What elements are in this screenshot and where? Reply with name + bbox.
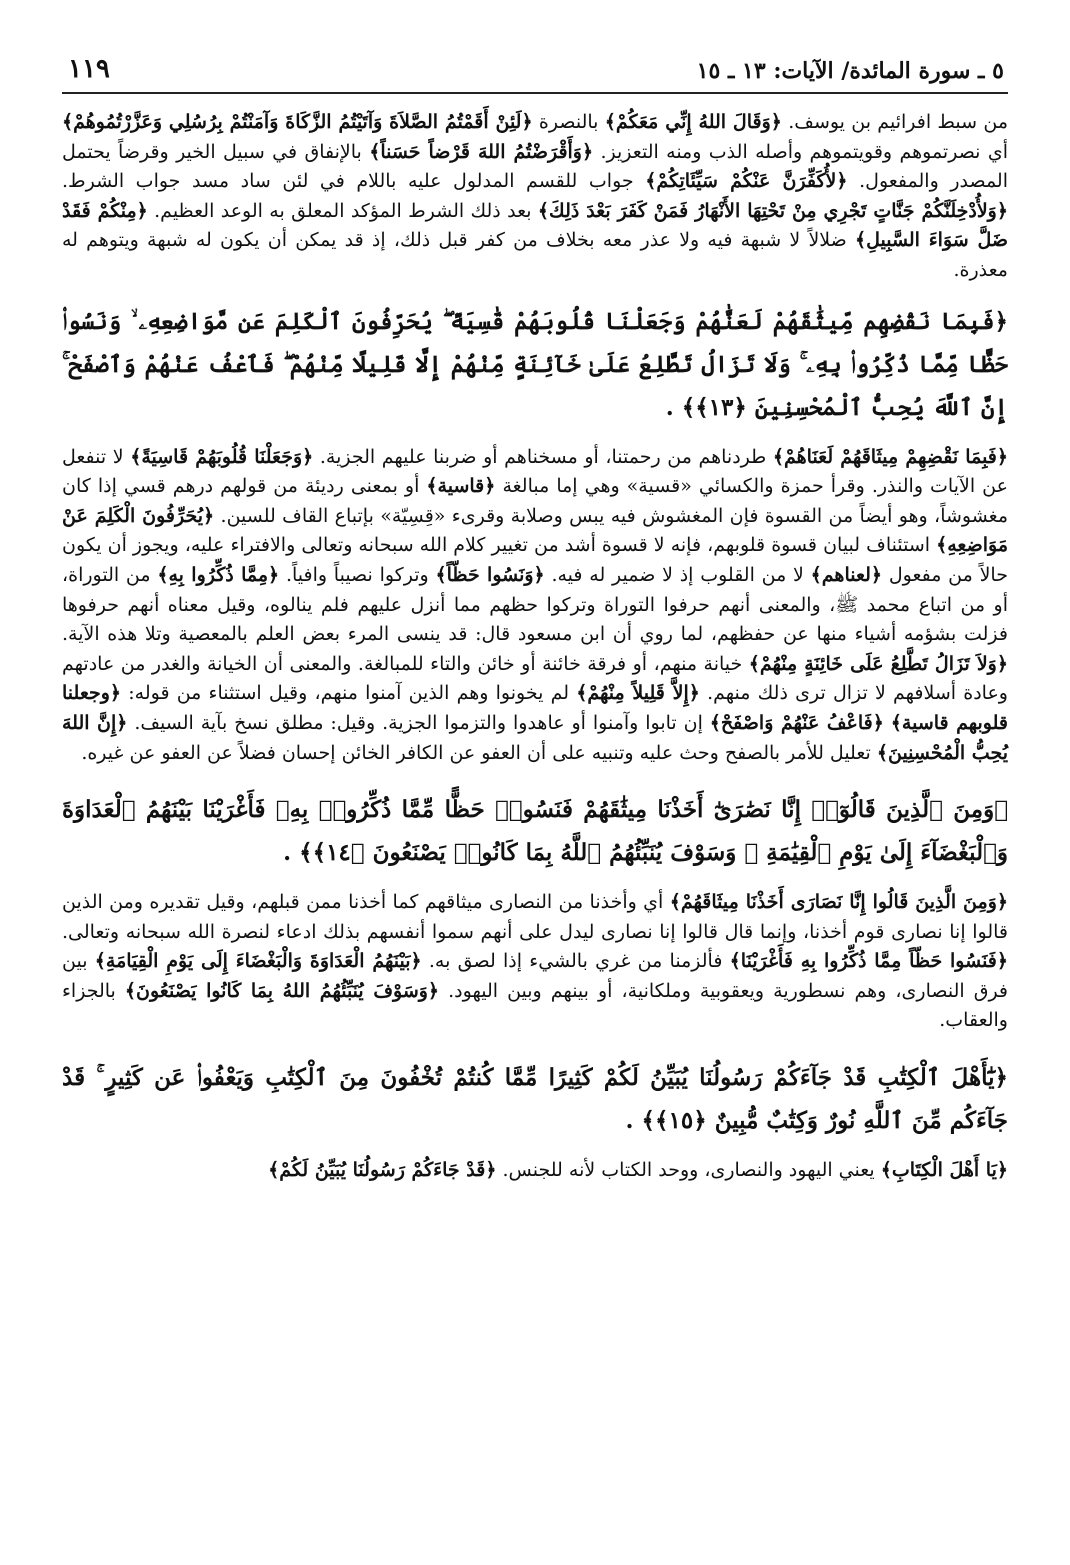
commentary-text: بالجزاء والعقاب. [62,979,1008,1032]
quran-quote: ﴿مِمَّا ذُكِّرُوا بِهِ﴾ [157,563,280,586]
quran-quote: ﴿وَجَعَلْنَا قُلُوبَهُمْ قَاسِيَةً﴾ [130,445,314,468]
quran-quote: ﴿قاسية﴾ [426,475,496,498]
commentary-text: من التوراة، أو من اتباع محمد ﷺ، والمعنى أنهم حرفوا التوراة وتركوا حظهم مما أنزل عليهم فلم ينالوه، وقيل معناه أنهم حرفوها فزلت بشؤمه أشياء منها عن حفظهم، لما روي أن ابن مسعود قال: قد ينسى المرء بعض العلم بالمعصية وتلا هذه الآية. [62,563,1008,646]
commentary-text: يعني اليهود والنصارى، ووحد الكتاب لأنه للجنس. [502,1159,875,1182]
commentary-text: أو بمعنى رديئة من قولهم درهم قسي إذا كان مغشوشاً، وهو أيضاً من القسوة فإن المغشوش فيه يبس وصلابة وقرىء «قِسِيّة» بإتباع القاف للسين. [62,475,1009,527]
quran-quote: ﴿قَدْ جَاءَكُمْ رَسُولُنَا يُبَيِّنُ لَكُمْ﴾ [268,1159,497,1182]
commentary-text: بعد ذلك الشرط المؤكد المعلق به الوعد العظيم. [154,199,532,222]
page-body [62,108,1008,1186]
quran-quote: ﴿يُحَرِّفُونَ الْكَلِمَ عَنْ مَوَاضِعِهِ﴾ [62,504,1008,557]
commentary-text: ضلالاً لا شبهة فيه ولا عذر معه بخلاف من كفر قبل ذلك، إذ قد يمكن أن يكون له شبهة ويتوهم له معذرة. [62,229,1008,281]
quran-quote: ﴿وجعلنا قلوبهم قاسية﴾ [62,682,1008,734]
commentary-paragraph [62,443,1008,769]
quran-quote: ﴿وَلاَ تَزَالُ تَطَّلِعُ عَلَى خَائِنَةٍ مِنْهُمْ﴾ [748,652,1008,675]
commentary-text: فألزمنا من غري بالشيء إذا لصق به. [428,950,723,973]
commentary-text: أي وأخذنا من النصارى ميثاقهم كما أخذنا ممن قبلهم، وقيل تقديره ومن الذين قالوا إنا نصارى قوم أخذنا، وإنما قال قالوا إنا نصارى ليدل على أنهم سموا أنفسهم بذلك ادعاء لنصرة الله سبحانه وتعالى. [62,891,1008,943]
commentary-text: بالإنفاق في سبيل الخير وقرضاً يحتمل المصدر والمفعول. [62,140,1009,193]
commentary-text: جواب للقسم المدلول عليه باللام في لئن ساد مسد جواب الشرط. [62,170,634,193]
quran-quote: ﴿يَا أَهْلَ الْكِتَابِ﴾ [880,1159,1008,1182]
quran-quote: ﴿وَنَسُوا حَظّاً﴾ [435,563,545,586]
quran-quote: ﴿إِنَّ اللهَ يُحِبُّ الْمُحْسِنِينَ﴾ [62,711,1008,764]
commentary-text: أي نصرتموهم وقويتموهم وأصله الذب ومنه التعزيز. [600,140,1009,163]
quran-quote: ﴿لأُكَفِّرَنَّ عَنْكُمْ سَيِّئَاتِكُمْ﴾ [645,170,848,193]
page-header [62,52,1008,94]
commentary-paragraph [62,888,1008,1036]
commentary-text: استئناف لبيان قسوة قلوبهم، فإنه لا قسوة أشد من تغيير كلام الله سبحانه وتعالى والافتراء عليه، ويجوز أن يكون حالاً من مفعول [62,534,1008,586]
verse-14: ﴿وَمِنَ ٱلَّذِينَ قَالُوٓا۟ إِنَّا نَصَٰرَىٰٓ أَخَذْنَا مِيثَٰقَهُمْ فَنَسُوا۟ حَظًّا مِّمَّا ذُكِّرُوا۟ بِهِۦ فَأَغْرَيْنَا بَيْنَهُمُ ٱلْعَدَاوَةَ وَٱلْبَغْضَآءَ إِلَىٰ يَوْمِ ٱلْقِيَٰمَةِ ۚ وَسَوْفَ يُنَبِّئُهُمُ ٱللَّهُ بِمَا كَانُوا۟ يَصْنَعُونَ ﴿١٤﴾﴾ . [62,796,1008,867]
quran-quote: ﴿فَنَسُوا حَظّاً مِمَّا ذُكِّرُوا بِهِ فَأَغْرَيْنَا﴾ [729,950,1009,973]
quran-quote: ﴿وَسَوْفَ يُنَبِّئُهُمُ اللهُ بِمَا كَانُوا يَصْنَعُونَ﴾ [124,979,440,1002]
commentary-paragraph [62,108,1008,286]
page-number: ١١٩ [68,54,110,84]
quran-quote: ﴿وَقَالَ اللهُ إِنِّي مَعَكُمْ﴾ [604,111,782,133]
commentary-text: خيانة منهم، أو فرقة خائنة أو خائن والتاء للمبالغة. والمعنى أن الخيانة والغدر من عادتهم وعادة أسلافهم لا تزال ترى ذلك منهم. [62,652,1008,705]
commentary-text: بالنصرة [538,111,599,133]
commentary-text: إن تابوا وآمنوا أو عاهدوا والتزموا الجزية. وقيل: مطلق نسخ بآية السيف. [134,711,703,734]
commentary-text: وتركوا نصيباً وافياً. [285,563,429,586]
quran-quote: ﴿بَيْنَهُمُ الْعَدَاوَةَ وَالْبَغْضَاءَ إِلَى يَوْمِ الْقِيَامَةِ﴾ [94,950,422,973]
verse-15: ﴿يَٰٓأَهْلَ ٱلْكِتَٰبِ قَدْ جَآءَكُمْ رَسُولُنَا يُبَيِّنُ لَكُمْ كَثِيرًا مِّمَّا كُنتُمْ تُخْفُونَ مِنَ ٱلْكِتَٰبِ وَيَعْفُوا۟ عَن كَثِيرٍ ۚ قَدْ جَآءَكُم مِّنَ ٱللَّهِ نُورٌ وَكِتَٰبٌ مُّبِينٌ ﴿١٥﴾﴾ . [62,1064,1008,1135]
commentary-text: تعليل للأمر بالصفح وحث عليه وتنبيه على أن العفو عن الكافر الخائن إحسان فضلاً عن العفو عن غيره. [81,741,871,764]
quran-quote: ﴿وَمِنَ الَّذِينَ قَالُوا إِنَّا نَصَارَى أَخَذْنَا مِيثَاقَهُمْ﴾ [669,891,1008,914]
quran-quote: ﴿إِلاَّ قَلِيلاً مِنْهُمْ﴾ [576,682,700,705]
commentary-text: لا من القلوب إذ لا ضمير له فيه. [551,563,804,586]
commentary-text: لم يخونوا وهم الذين آمنوا منهم، وقيل استثناء من قوله: [128,682,569,705]
quran-quote: ﴿فَبِمَا نَقْضِهِمْ مِيثَاقَهُمْ لَعَنَاهُمْ﴾ [772,445,1009,468]
quran-quote: ﴿لَئِنْ أَقَمْتُمُ الصَّلاَةَ وَآتَيْتُمُ الزَّكَاةَ وَآمَنْتُمْ بِرُسُلِي وَعَزَّرْتُمُوهُمْ﴾ [62,111,533,133]
commentary-text: لا تنفعل عن الآيات والنذر. وقرأ حمزة والكسائي «قسية» وهي إما مبالغة [62,445,1008,498]
commentary-text: طردناهم من رحمتنا، أو مسخناهم أو ضربنا عليهم الجزية. [319,445,767,468]
commentary-text: من سبط افرائيم بن يوسف. [788,111,1009,133]
commentary-text: بين فرق النصارى، وهم نسطورية ويعقوبية وملكانية، أو بينهم وبين اليهود. [62,950,1009,1002]
quran-quote: ﴿لعناهم﴾ [810,563,883,586]
quran-quote: ﴿فَاعْفُ عَنْهُمْ وَاصْفَحْ﴾ [709,711,884,734]
quran-quote: ﴿وَلأُدْخِلَنَّكُمْ جَنَّاتٍ تَجْرِي مِنْ تَحْتِهَا الأَنْهَارُ فَمَنْ كَفَرَ بَعْدَ ذَلِكَ﴾ [537,199,1008,222]
commentary-paragraph [62,1156,1008,1186]
verse-13: ﴿فَبِمَا نَقْضِهِم مِّيثَٰقَهُمْ لَعَنَّٰهُمْ وَجَعَلْنَا قُلُوبَهُمْ قَٰسِيَةً ۖ يُحَرِّفُونَ ٱلْكَلِمَ عَن مَّوَاضِعِهِۦ ۙ وَنَسُوا۟ حَظًّا مِّمَّا ذُكِّرُوا۟ بِهِۦ ۚ وَلَا تَزَالُ تَطَّلِعُ عَلَىٰ خَآئِنَةٍ مِّنْهُمْ إِلَّا قَلِيلًا مِّنْهُمْ ۖ فَٱعْفُ عَنْهُمْ وَٱصْفَحْ ۚ إِنَّ ٱللَّهَ يُحِبُّ ٱلْمُحْسِنِينَ ﴿١٣﴾﴾ . [62,307,1008,421]
quran-quote: ﴿مِنْكُمْ فَقَدْ ضَلَّ سَوَاءَ السَّبِيلِ﴾ [62,199,1008,252]
quran-quote: ﴿وَأَقْرَضْتُمُ اللهَ قَرْضاً حَسَناً﴾ [369,140,594,163]
surah-header-title: ٥ ـ سورة المائدة/ الآيات: ١٣ ـ ١٥ [696,58,1004,84]
